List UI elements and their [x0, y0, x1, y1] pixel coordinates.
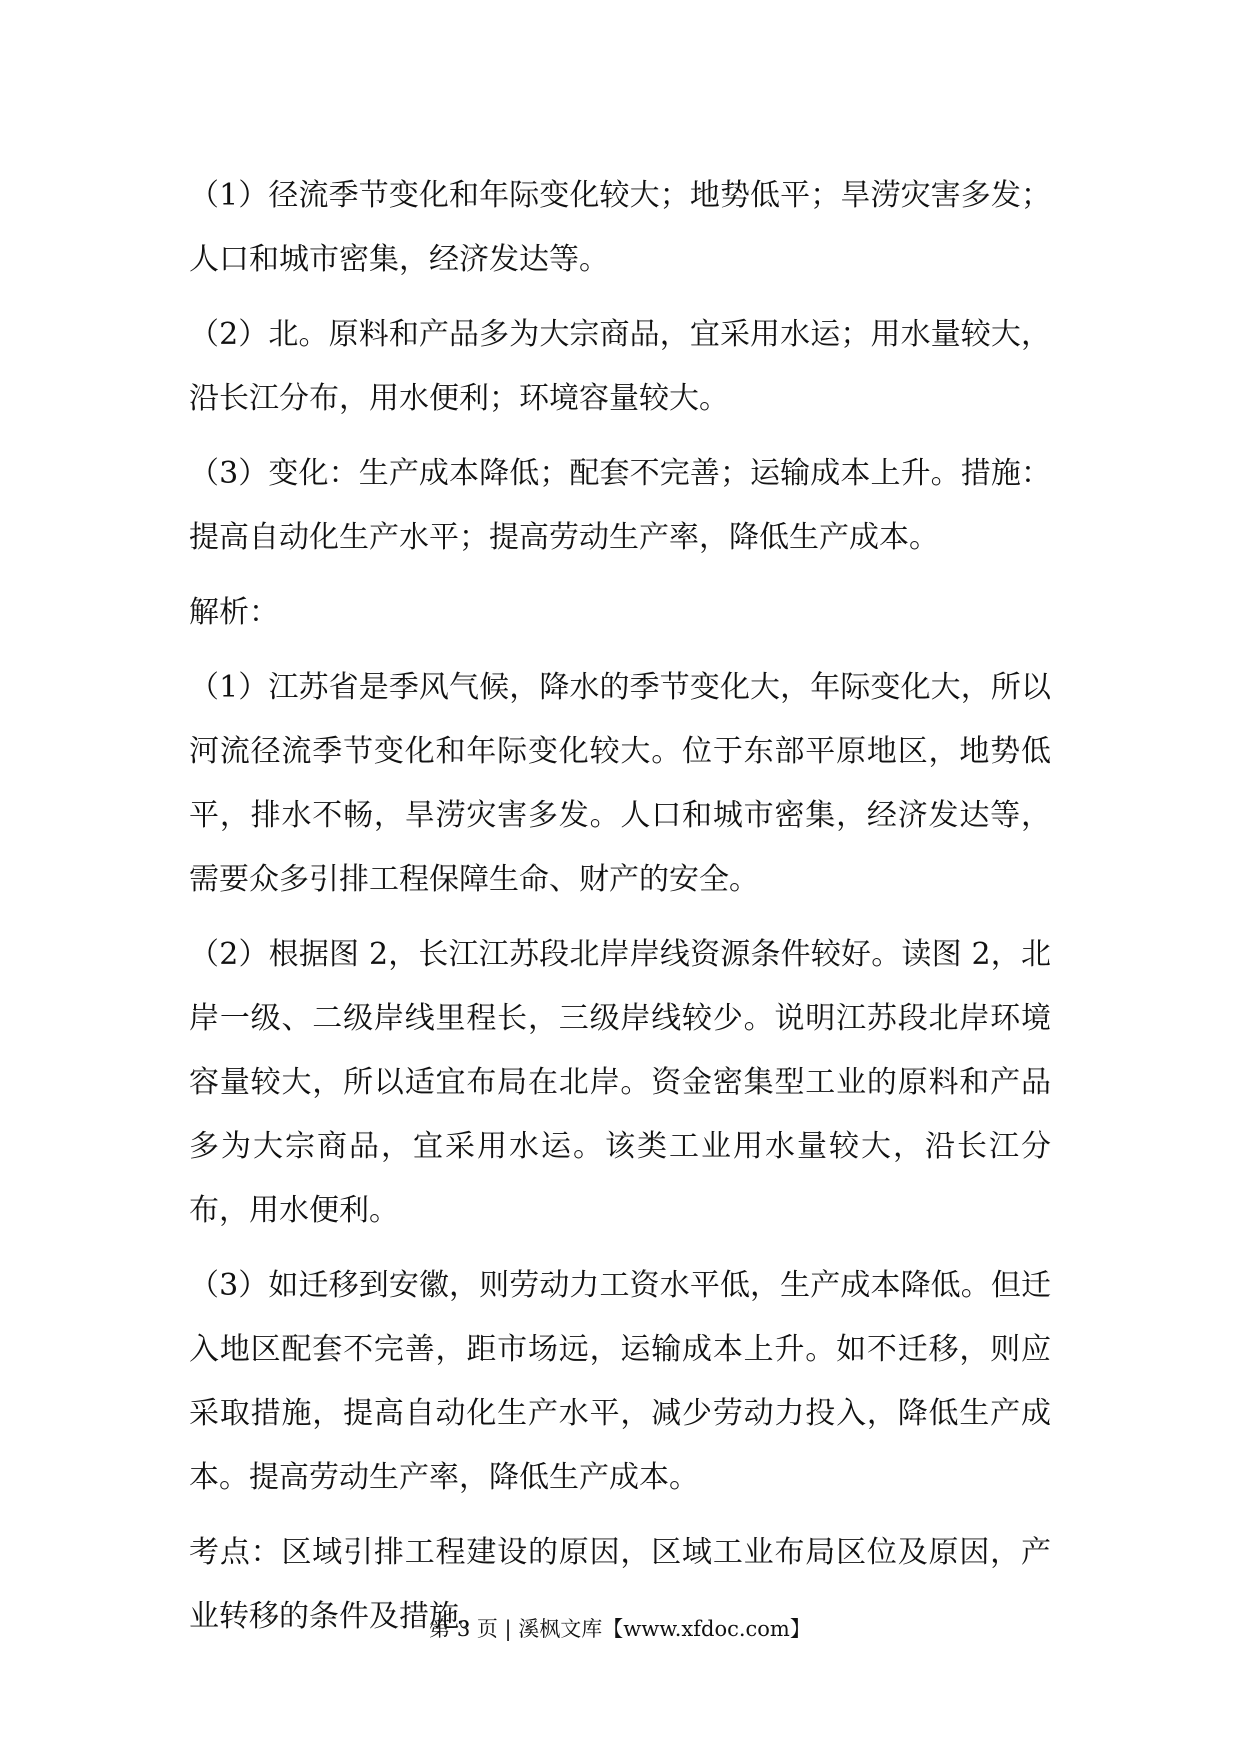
analysis-heading: 解析：	[189, 595, 279, 630]
analysis-paragraph-1: （1）江苏省是季风气候，降水的季节变化大，年际变化大，所以河流径流季节变化和年际变化较大。位于东部平原地区，地势低平，排水不畅，旱涝灾害多发。人口和城市密集，经济发达等，需要众多引排工程保障生命、财产的安全。	[189, 670, 1051, 897]
answer-paragraph-2: （2）北。原料和产品多为大宗商品，宜采用水运；用水量较大，沿长江分布，用水便利；环境容量较大。	[189, 317, 1051, 416]
document-body	[189, 164, 1051, 1660]
answer-paragraph-1: （1）径流季节变化和年际变化较大；地势低平；旱涝灾害多发；人口和城市密集，经济发达等。	[189, 178, 1051, 277]
kaodian-paragraph: 考点：区域引排工程建设的原因，区域工业布局区位及原因，产业转移的条件及措施。	[189, 1535, 1051, 1634]
answer-paragraph-3: （3）变化：生产成本降低；配套不完善；运输成本上升。措施：提高自动化生产水平；提高劳动生产率，降低生产成本。	[189, 456, 1051, 555]
analysis-paragraph-3: （3）如迁移到安徽，则劳动力工资水平低，生产成本降低。但迁入地区配套不完善，距市场远，运输成本上升。如不迁移，则应采取措施，提高自动化生产水平，减少劳动力投入，降低生产成本。提高劳动生产率，降低生产成本。	[189, 1268, 1051, 1495]
analysis-paragraph-2: （2）根据图 2，长江江苏段北岸岸线资源条件较好。读图 2，北岸一级、二级岸线里程长，三级岸线较少。说明江苏段北岸环境容量较大，所以适宜布局在北岸。资金密集型工业的原料和产品多为大宗商品，宜采用水运。该类工业用水量较大，沿长江分布，用水便利。	[189, 937, 1051, 1228]
page-footer: 第 3 页 | 溪枫文库【www.xfdoc.com】	[429, 1617, 811, 1641]
